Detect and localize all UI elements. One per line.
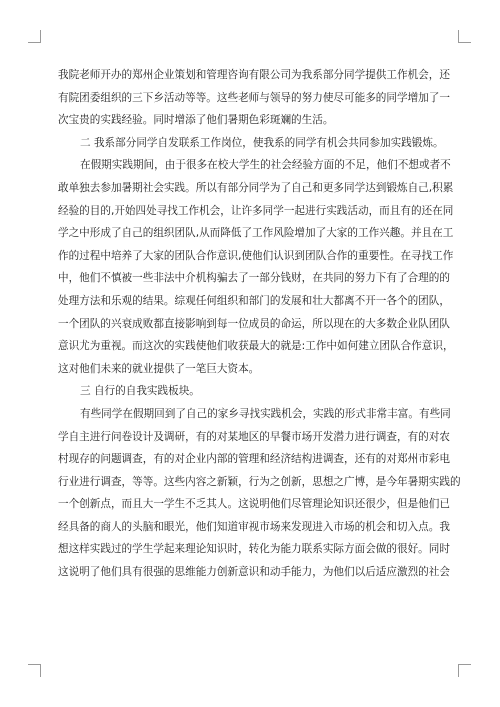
text-line: 经验的目的,开始四处寻找工作机会，让许多同学一起进行实践活动，而且有的还在同 bbox=[58, 204, 454, 217]
text-line: 有些同学在假期回到了自己的家乡寻找实践机会，实践的形式非常丰富。有些同 bbox=[80, 407, 451, 420]
text-line: 意识尤为重视。而这次的实践使他们收获最大的就是:工作中如何建立团队合作意识， bbox=[58, 340, 454, 353]
crop-mark-top-right bbox=[458, 30, 471, 43]
text-line: 一个团队的兴衰成败都直接影响到每一位成员的命运，所以现在的大多数企业队团队 bbox=[58, 317, 450, 330]
text-line: 这对他们未来的就业提供了一笔巨大资本。 bbox=[58, 362, 260, 375]
text-line: 经具备的商人的头脑和眼光，他们知道审视市场来发现进入市场的机会和切入点。我 bbox=[58, 520, 450, 533]
crop-mark-bottom-right bbox=[458, 664, 471, 677]
text-line: 学之中形成了自己的组织团队,从而降低了工作风险增加了大家的工作兴趣。并且在工 bbox=[58, 227, 454, 240]
text-line: 有院团委组织的三下乡活动等等。这些老师与领导的努力使尽可能多的同学增加了一 bbox=[58, 91, 450, 104]
text-line: 学自主进行问卷设计及调研，有的对某地区的早餐市场开发潜力进行调查，有的对农 bbox=[58, 430, 450, 443]
text-line: 在假期实践期间，由于很多在校大学生的社会经验方面的不足，他们不想或者不 bbox=[80, 159, 451, 172]
text-line: 次宝贵的实践经验。同时增添了他们暑期色彩斑斓的生活。 bbox=[58, 114, 334, 127]
section-heading-3: 三 自行的自我实践板块。 bbox=[80, 385, 200, 398]
document-body bbox=[58, 64, 461, 584]
crop-mark-top-left bbox=[28, 30, 41, 43]
text-line: 这说明了他们具有很强的思维能力创新意识和动手能力，为他们以后适应激烈的社会 bbox=[58, 566, 450, 579]
text-line: 一个创新点，而且大一学生不乏其人。这说明他们尽管理论知识还很少，但是他们已 bbox=[58, 498, 450, 511]
text-line: 我院老师开办的郑州企业策划和管理咨询有限公司为我系部分同学提供工作机会，还 bbox=[58, 69, 450, 81]
text-line: 想这样实践过的学生学起来理论知识时，转化为能力联系实际方面会做的很好。同时 bbox=[58, 543, 450, 556]
text-line: 作的过程中培养了大家的团队合作意识,使他们认识到团队合作的重要性。在寻找工作 bbox=[58, 249, 454, 262]
crop-mark-bottom-left bbox=[28, 664, 41, 677]
text-line: 处理方法和乐观的结果。综观任何组织和部门的发展和壮大都离不开一各个的团队， bbox=[58, 294, 450, 307]
section-heading-2: 二 我系部分同学自发联系工作岗位，使我系的同学有机会共同参加实践锻炼。 bbox=[80, 136, 444, 149]
text-line: 村现存的问题调查，有的对企业内部的管理和经济结构进调查，还有的对郑州市彩电 bbox=[58, 453, 450, 466]
text-line: 行业进行调查，等等。这些内容之新颖，行为之创新，思想之广博，是今年暑期实践的 bbox=[58, 475, 461, 488]
text-line: 中，他们不慎被一些非法中介机构骗去了一部分钱财，在共同的努力下有了合理的的 bbox=[58, 272, 450, 285]
text-line: 敢单独去参加暑期社会实践。所以有部分同学为了自己和更多同学达到锻炼自己,积累 bbox=[58, 181, 454, 194]
